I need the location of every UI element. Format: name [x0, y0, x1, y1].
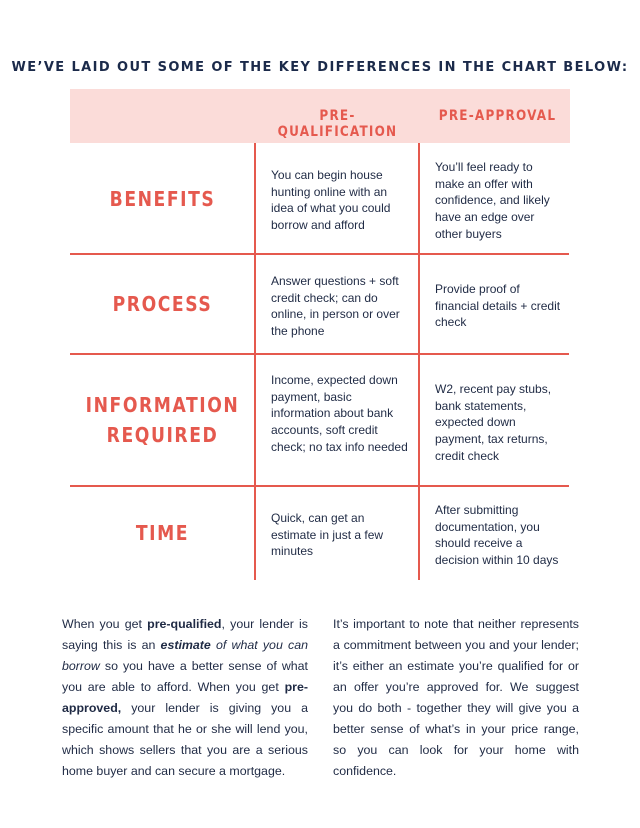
- cell-information-pre-qualification: Income, expected down payment, basic information about bank accounts, soft credit check; no tax info needed: [271, 373, 408, 454]
- cell-time-pre-approval: After submitting documentation, you should receive a decision within 10 days: [435, 503, 559, 568]
- table-header: [70, 89, 570, 143]
- right-paragraph: It’s important to note that neither represents a commitment between you and your lender; it’s either an estimate you’re qualified for or an offer you’re approved for. We suggest you do both - together they will give you a better sense of what’s in your price range, so you can look for your home with confidence.: [333, 617, 579, 778]
- row-label-time: TIME: [135, 521, 190, 545]
- pre-qualified-emphasis: pre-qualified: [147, 617, 222, 631]
- row-label-information-required: INFORMATION REQUIRED: [85, 393, 240, 447]
- cell-time-pre-qualification: Quick, can get an estimate in just a few minutes: [271, 511, 384, 559]
- column-divider-2: [418, 143, 420, 580]
- estimate-emphasis: estimate: [160, 638, 211, 652]
- row-divider-1: [70, 253, 569, 255]
- cell-benefits-pre-approval: You’ll feel ready to make an offer with confidence, and likely have an edge over other buyers: [435, 160, 550, 241]
- left-paragraph: When you get pre-qualified, your lender is saying this is an estimate of what you can borrow so you have a better sense of what you are able to afford. When you get pre-approved, your lender is giving you a specific amount that he or she will lend you, which shows sellers that you are a serious home buyer and can secure a mortgage.: [62, 617, 308, 778]
- column-header-pre-qualification: PRE-QUALIFICATION: [277, 108, 398, 140]
- page-heading: WE’VE LAID OUT SOME OF THE KEY DIFFERENCES IN THE CHART BELOW:: [11, 60, 629, 75]
- cell-benefits-pre-qualification: You can begin house hunting online with an idea of what you could borrow and afford: [271, 168, 391, 233]
- pre-approved-emphasis: pre-approved,: [62, 680, 308, 715]
- column-header-pre-approval: PRE-APPROVAL: [438, 108, 557, 124]
- cell-information-pre-approval: W2, recent pay stubs, bank statements, expected down payment, tax returns, credit check: [435, 382, 552, 463]
- row-label-benefits: BENEFITS: [109, 187, 216, 211]
- row-label-process: PROCESS: [112, 292, 213, 316]
- column-divider-1: [254, 143, 256, 580]
- row-divider-3: [70, 485, 569, 487]
- cell-process-pre-qualification: Answer questions + soft credit check; can do online, in person or over the phone: [271, 274, 400, 339]
- row-divider-2: [70, 353, 569, 355]
- cell-process-pre-approval: Provide proof of financial details + credit check: [435, 282, 561, 330]
